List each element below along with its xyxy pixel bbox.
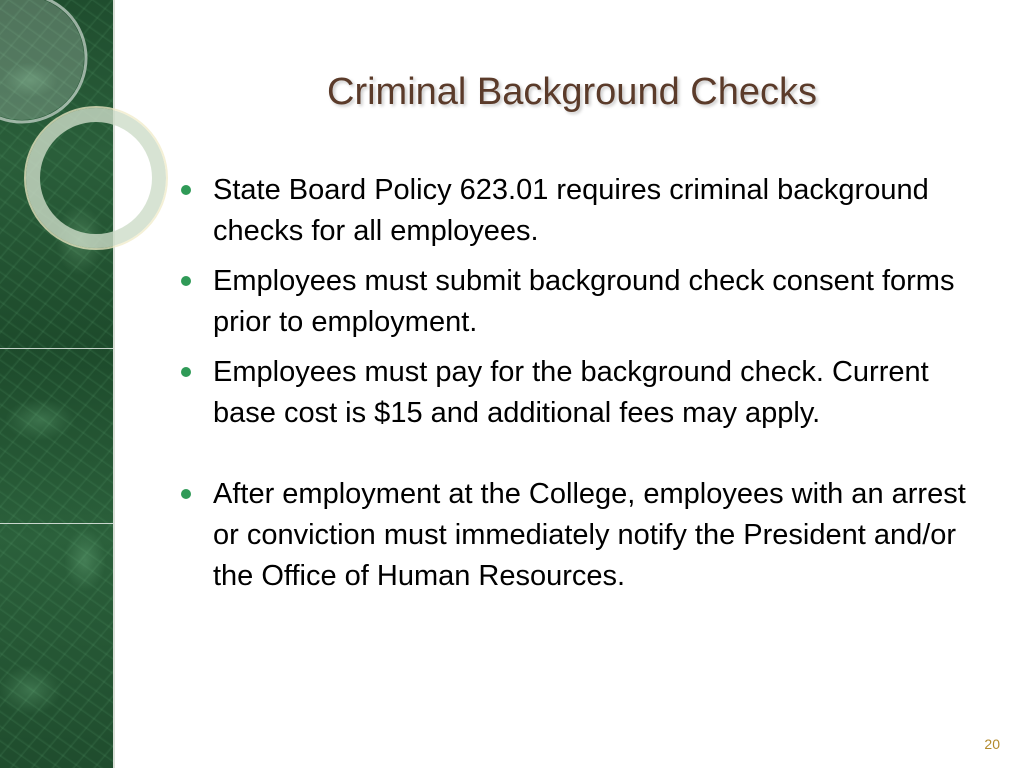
bullet-text: State Board Policy 623.01 requires criminal background checks for all employees.	[213, 174, 929, 247]
decorative-rings	[0, 0, 130, 260]
bullet-item	[178, 261, 978, 343]
bullet-dot-icon	[181, 489, 191, 499]
bullet-item	[178, 170, 978, 252]
bullet-dot-icon	[181, 276, 191, 286]
band-divider-bottom	[0, 523, 113, 524]
bullet-text: Employees must submit background check consent forms prior to employment.	[213, 265, 955, 338]
bullet-dot-icon	[181, 185, 191, 195]
bullet-list	[178, 170, 978, 606]
bullet-text: Employees must pay for the background check. Current base cost is $15 and additional fees may apply.	[213, 356, 929, 429]
bullet-item	[178, 352, 978, 434]
bullet-dot-icon	[181, 367, 191, 377]
page-number: 20	[984, 736, 1000, 752]
bullet-item	[178, 474, 978, 597]
band-divider-top	[0, 348, 113, 349]
ring-bottom	[33, 115, 159, 241]
slide-title: Criminal Background Checks	[327, 71, 817, 113]
bullet-text: After employment at the College, employees with an arrest or conviction must immediately notify the President and/or the Office of Human Resources.	[213, 478, 966, 592]
ring-bottom-outline	[25, 107, 167, 249]
